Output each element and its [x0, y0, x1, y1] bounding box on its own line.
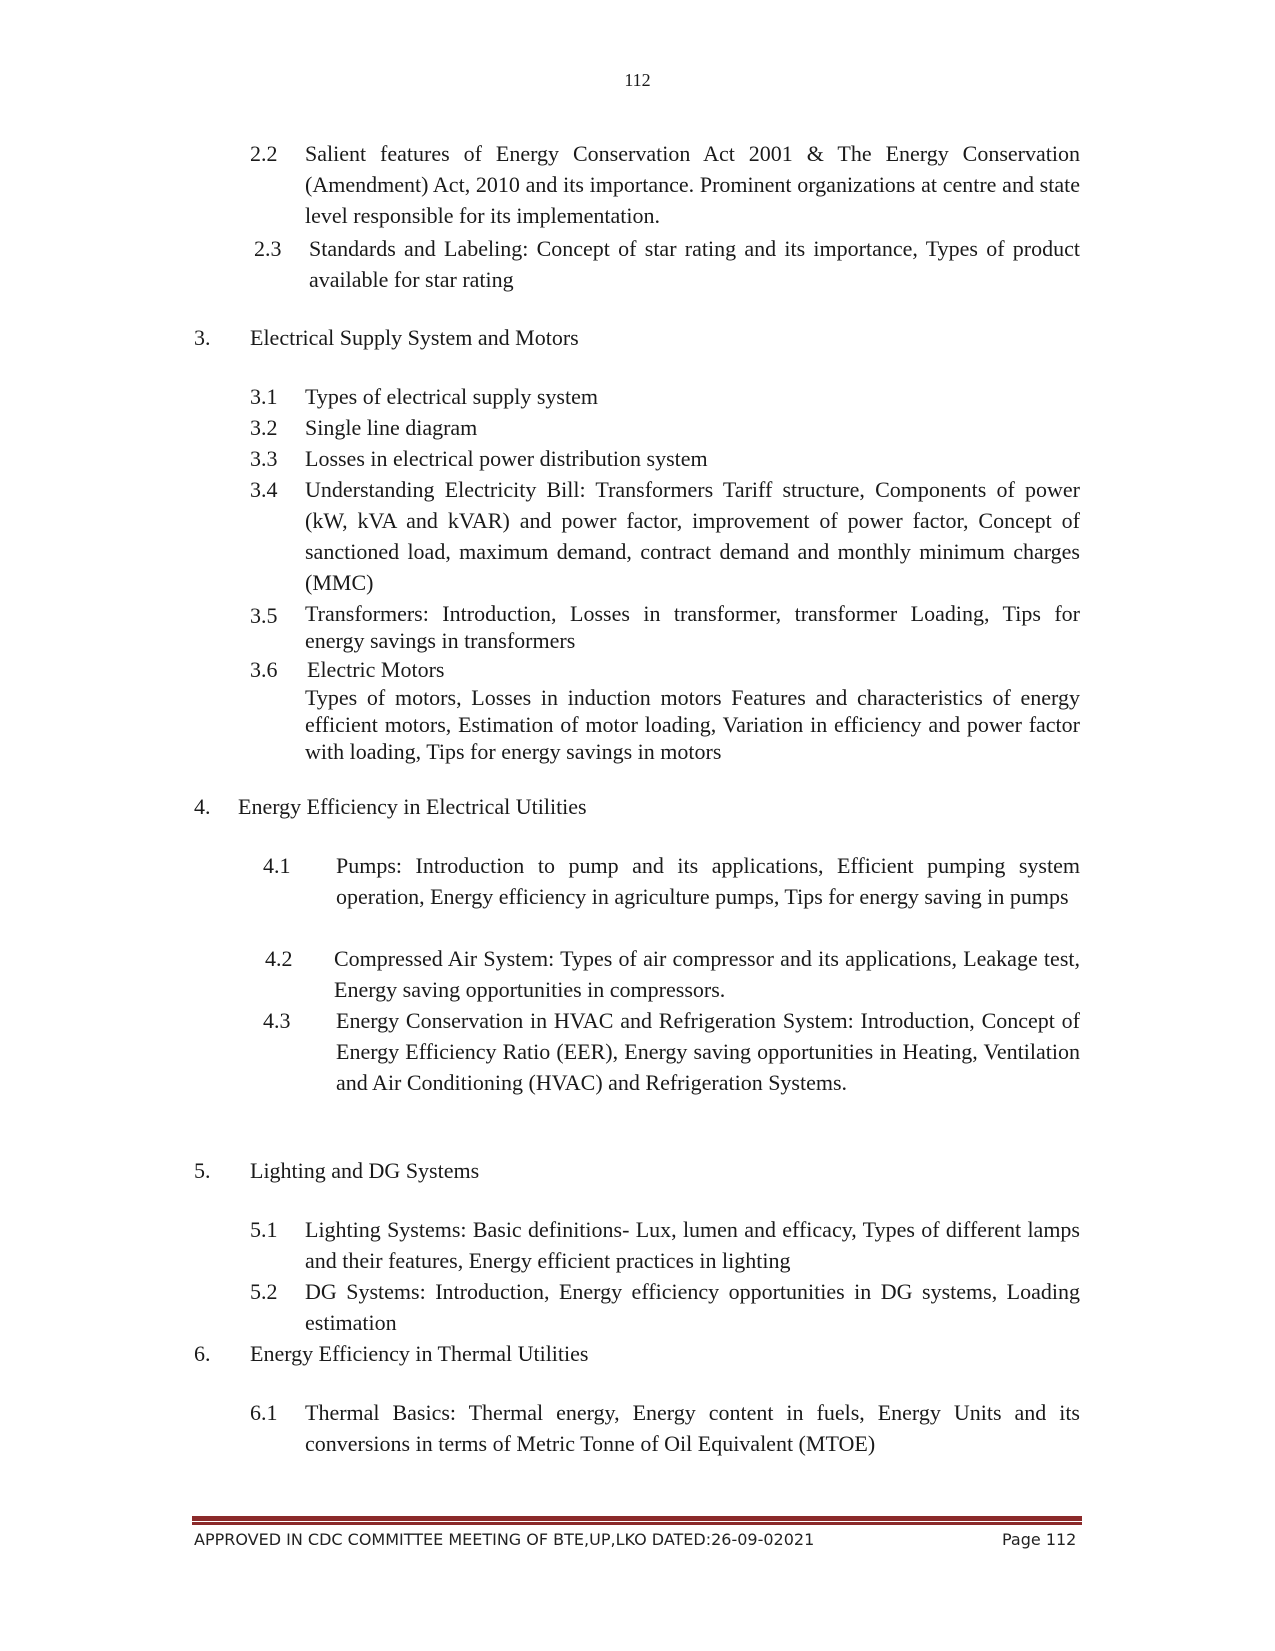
section-number: 3.5	[250, 603, 278, 628]
page-number: 112	[624, 70, 651, 90]
section-text: Energy Conservation in HVAC and Refrigeration System: Introduction, Concept of Energy Efficiency Ratio (EER), Energy saving opportunities in Heating, Ventilation and Air Conditioning (HVAC) and Refrigeration Systems.	[336, 1008, 1080, 1095]
chapter-number: 3.	[194, 325, 211, 350]
section-text: Standards and Labeling: Concept of star rating and its importance, Types of product available for star rating	[309, 236, 1080, 292]
footer-rule	[192, 1516, 1082, 1525]
section-text: Thermal Basics: Thermal energy, Energy content in fuels, Energy Units and its conversions in terms of Metric Tonne of Oil Equivalent (MTOE)	[305, 1400, 1080, 1456]
section-number: 3.2	[250, 415, 278, 440]
footer-approval-text: APPROVED IN CDC COMMITTEE MEETING OF BTE,UP,LKO DATED:26-09-02021	[194, 1530, 815, 1549]
section-text: Electric Motors	[307, 657, 445, 682]
section-text: Pumps: Introduction to pump and its applications, Efficient pumping system operation, Energy efficiency in agriculture pumps, Tips for energy saving in pumps	[336, 853, 1080, 909]
section-number: 6.1	[250, 1400, 278, 1425]
section-text: Transformers: Introduction, Losses in transformer, transformer Loading, Tips for energy savings in transformers	[305, 601, 1080, 653]
section-number: 4.3	[263, 1008, 291, 1033]
section-number: 3.3	[250, 446, 278, 471]
chapter-heading: Lighting and DG Systems	[250, 1158, 480, 1183]
section-text: Types of motors, Losses in induction motors Features and characteristics of energy efficient motors, Estimation of motor loading, Variation in efficiency and power factor with loading, Tips for energy savings in motors	[305, 685, 1080, 764]
chapter-heading: Energy Efficiency in Electrical Utilities	[238, 794, 587, 819]
section-number: 4.2	[265, 946, 293, 971]
section-number: 3.1	[250, 384, 278, 409]
section-number: 5.2	[250, 1279, 278, 1304]
section-number: 3.6	[250, 657, 278, 682]
chapter-heading: Electrical Supply System and Motors	[250, 325, 579, 350]
section-text: Single line diagram	[305, 415, 478, 440]
section-text: Lighting Systems: Basic definitions- Lux, lumen and efficacy, Types of different lamps and their features, Energy efficient practices in lighting	[305, 1217, 1080, 1273]
section-text: DG Systems: Introduction, Energy efficiency opportunities in DG systems, Loading estimation	[305, 1279, 1080, 1335]
chapter-heading: Energy Efficiency in Thermal Utilities	[250, 1341, 589, 1366]
section-text: Losses in electrical power distribution system	[305, 446, 708, 471]
section-number: 5.1	[250, 1217, 278, 1242]
section-number: 2.2	[250, 141, 278, 166]
section-number: 3.4	[250, 477, 278, 502]
section-text: Understanding Electricity Bill: Transformers Tariff structure, Components of power (kW, kVA and kVAR) and power factor, improvement of power factor, Concept of sanctioned load, maximum demand, contract demand and monthly minimum charges (MMC)	[305, 477, 1080, 595]
chapter-number: 5.	[194, 1158, 211, 1183]
section-text: Types of electrical supply system	[305, 384, 598, 409]
section-text: Compressed Air System: Types of air compressor and its applications, Leakage test, Energy saving opportunities in compressors.	[334, 946, 1080, 1002]
footer-page-label: Page 112	[1002, 1530, 1077, 1549]
chapter-number: 4.	[194, 794, 211, 819]
section-number: 2.3	[254, 236, 282, 261]
section-number: 4.1	[263, 853, 291, 878]
chapter-number: 6.	[194, 1341, 211, 1366]
section-text: Salient features of Energy Conservation Act 2001 & The Energy Conservation (Amendment) Act, 2010 and its importance. Prominent organizations at centre and state level responsible for its implementation.	[305, 141, 1080, 228]
